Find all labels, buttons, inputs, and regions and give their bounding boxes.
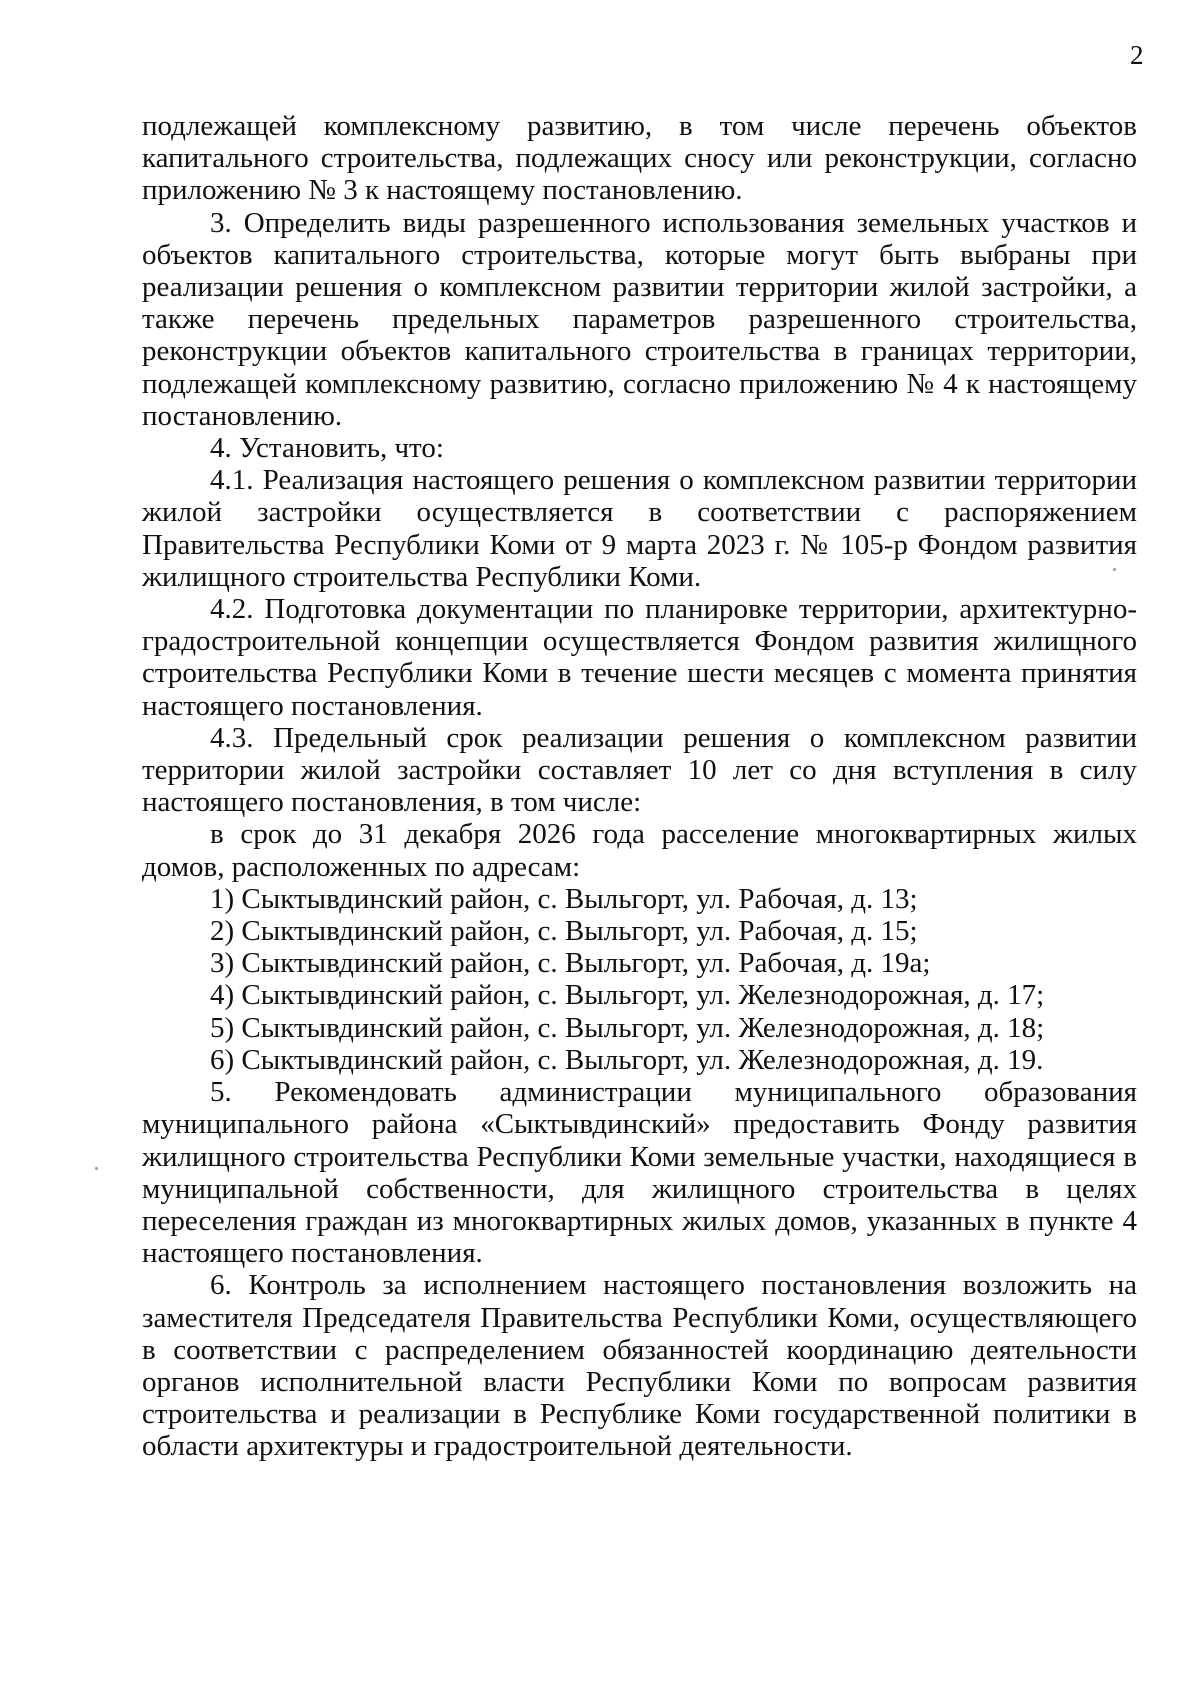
- address-list: [142, 883, 1137, 1076]
- scan-speck: [95, 1167, 98, 1170]
- paragraph-4-3: 4.3. Предельный срок реализации решения о комплексном развитии территории жилой застройки составляет 10 лет со дня вступления в силу настоящего постановления, в том числе:: [142, 721, 1137, 819]
- scan-speck: [1113, 568, 1116, 571]
- address-item: 3) Сыктывдинский район, с. Выльгорт, ул. Рабочая, д. 19а;: [210, 947, 931, 980]
- paragraph-4-establish: 4. Установить, что:: [210, 432, 444, 465]
- paragraph-6-control: 6. Контроль за исполнением настоящего постановления возложить на заместителя Председателя Правительства Республики Коми, осуществляющего в соответствии с распределением обязанностей координацию деятельности органов исполнительной власти Республики Коми по вопросам развития строительства и реализации в Республике Коми государственной политики в области архитектуры и градостроительной деятельности.: [142, 1269, 1137, 1463]
- document-body: [142, 110, 1137, 1463]
- address-item: 4) Сыктывдинский район, с. Выльгорт, ул. Железнодорожная, д. 17;: [210, 979, 1045, 1012]
- paragraph-3-permitted-uses: 3. Определить виды разрешенного использования земельных участков и объектов капитального строительства, которые могут быть выбраны при реализации решения о комплексном развитии территории жилой застройки, а также перечень предельных параметров разрешенного строительства, реконструкции объектов капитального строительства в границах территории, подлежащей комплексному развитию, согласно приложению № 4 к настоящему постановлению.: [142, 206, 1137, 432]
- address-item: 5) Сыктывдинский район, с. Выльгорт, ул. Железнодорожная, д. 18;: [210, 1011, 1045, 1044]
- page-number: 2: [1130, 40, 1144, 70]
- address-item: 1) Сыктывдинский район, с. Выльгорт, ул. Рабочая, д. 13;: [210, 882, 918, 915]
- paragraph-4-1: 4.1. Реализация настоящего решения о комплексном развитии территории жилой застройки осуществляется в соответствии с распоряжением Правительства Республики Коми от 9 марта 2023 г. № 105-р Фондом развития жилищного строительства Республики Коми.: [142, 464, 1137, 593]
- address-item: 2) Сыктывдинский район, с. Выльгорт, ул. Рабочая, д. 15;: [210, 915, 918, 948]
- paragraph-continuation: подлежащей комплексному развитию, в том числе перечень объектов капитального строительства, подлежащих сносу или реконструкции, согласно приложению № 3 к настоящему постановлению.: [142, 110, 1137, 207]
- address-item: 6) Сыктывдинский район, с. Выльгорт, ул. Железнодорожная, д. 19.: [210, 1043, 1044, 1076]
- paragraph-resettlement-deadline: в срок до 31 декабря 2026 года расселение многоквартирных жилых домов, расположенных по адресам:: [142, 818, 1137, 883]
- paragraph-4-2: 4.2. Подготовка документации по планировке территории, архитектурно-градостроительной концепции осуществляется Фондом развития жилищного строительства Республики Коми в течение шести месяцев с момента принятия настоящего постановления.: [142, 593, 1137, 722]
- paragraph-5-recommendation: 5. Рекомендовать администрации муниципального образования муниципального района «Сыктывдинский» предоставить Фонду развития жилищного строительства Республики Коми земельные участки, находящиеся в муниципальной собственности, для жилищного строительства в целях переселения граждан из многоквартирных жилых домов, указанных в пункте 4 настоящего постановления.: [142, 1076, 1137, 1270]
